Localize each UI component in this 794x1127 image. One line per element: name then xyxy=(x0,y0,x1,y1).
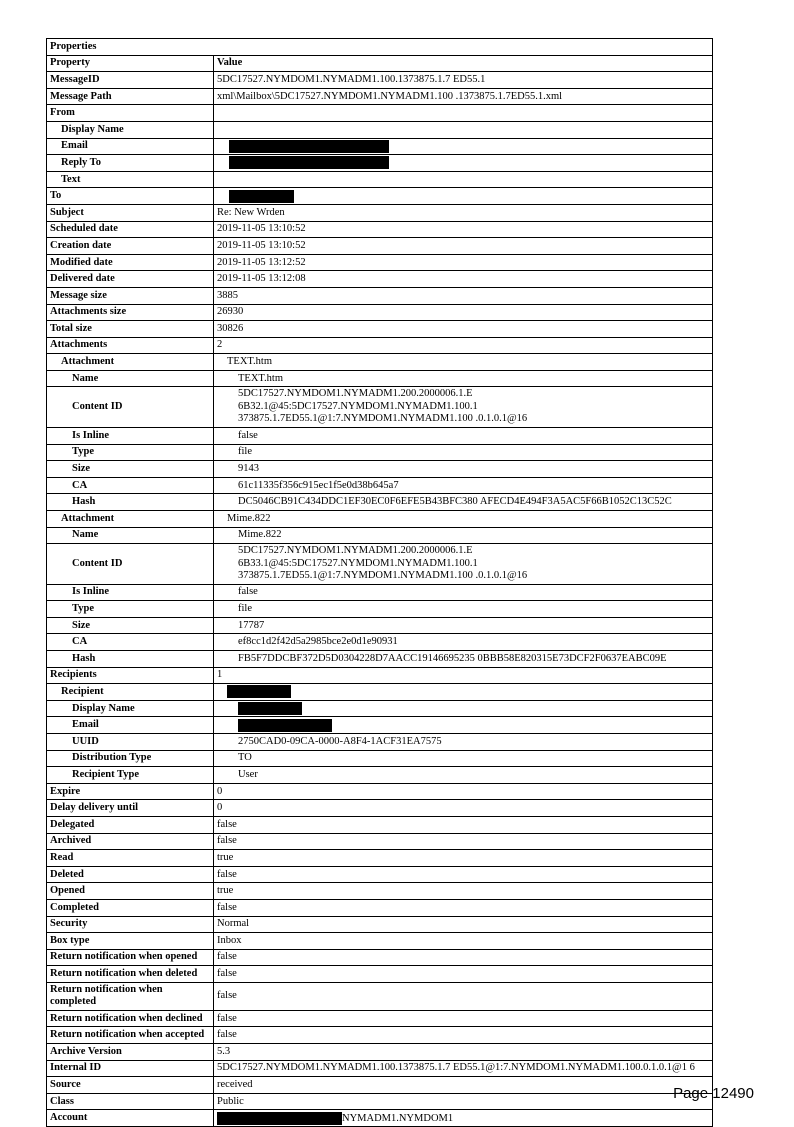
table-row xyxy=(47,584,713,601)
property-name: Type xyxy=(47,601,214,618)
property-value xyxy=(214,354,713,371)
property-value xyxy=(214,767,713,784)
table-row xyxy=(47,138,713,155)
table-row xyxy=(47,171,713,188)
table-row xyxy=(47,477,713,494)
property-name: Source xyxy=(47,1077,214,1094)
property-value xyxy=(214,1077,713,1094)
table-row xyxy=(47,105,713,122)
property-value xyxy=(214,933,713,950)
value-text: file xyxy=(238,446,252,458)
table-row xyxy=(47,700,713,717)
content-id-line: 373875.1.7ED55.1@1:7.NYMDOM1.NYMADM1.100 .0.1.0.1@16 xyxy=(238,413,528,425)
property-name: Size xyxy=(47,461,214,478)
redaction-bar xyxy=(227,685,291,698)
property-name: Size xyxy=(47,617,214,634)
table-row xyxy=(47,916,713,933)
table-title: Properties xyxy=(47,39,713,56)
property-value xyxy=(214,949,713,966)
property-name: Creation date xyxy=(47,238,214,255)
table-title-row xyxy=(47,39,713,56)
value-text: Public xyxy=(217,1095,244,1107)
table-row xyxy=(47,354,713,371)
property-name: CA xyxy=(47,477,214,494)
value-text: file xyxy=(238,603,252,615)
table-row xyxy=(47,1010,713,1027)
property-value xyxy=(214,833,713,850)
value-text: 2019-11-05 13:10:52 xyxy=(217,239,306,251)
redaction-bar xyxy=(229,140,389,153)
property-name: Completed xyxy=(47,899,214,916)
table-row xyxy=(47,238,713,255)
table-row xyxy=(47,88,713,105)
table-row xyxy=(47,883,713,900)
property-name: Is Inline xyxy=(47,584,214,601)
property-name: Delivered date xyxy=(47,271,214,288)
property-value xyxy=(214,477,713,494)
property-value xyxy=(214,1010,713,1027)
property-value xyxy=(214,601,713,618)
property-value xyxy=(214,651,713,668)
property-name: Security xyxy=(47,916,214,933)
property-name: Subject xyxy=(47,204,214,221)
value-text: 1 xyxy=(217,669,223,681)
property-name: Text xyxy=(47,171,214,188)
table-row xyxy=(47,800,713,817)
property-name: Archive Version xyxy=(47,1044,214,1061)
property-name: Content ID xyxy=(47,544,214,585)
property-name: Recipient Type xyxy=(47,767,214,784)
table-row xyxy=(47,949,713,966)
property-name: Box type xyxy=(47,933,214,950)
property-name: Is Inline xyxy=(47,427,214,444)
property-value xyxy=(214,750,713,767)
table-row xyxy=(47,767,713,784)
properties-table xyxy=(46,38,713,1127)
table-row xyxy=(47,121,713,138)
table-row xyxy=(47,254,713,271)
property-value xyxy=(214,72,713,89)
redaction-bar xyxy=(238,719,332,732)
value-text: 2 xyxy=(217,339,223,351)
value-text: Mime.822 xyxy=(227,512,271,524)
table-row xyxy=(47,188,713,205)
property-name: Reply To xyxy=(47,155,214,172)
value-text: 9143 xyxy=(238,462,259,474)
property-name: Expire xyxy=(47,783,214,800)
table-header-row xyxy=(47,55,713,72)
property-value xyxy=(214,883,713,900)
table-row xyxy=(47,667,713,684)
table-row xyxy=(47,833,713,850)
property-value xyxy=(214,427,713,444)
table-row xyxy=(47,866,713,883)
content-id-line: 373875.1.7ED55.1@1:7.NYMDOM1.NYMADM1.100 .0.1.0.1@16 xyxy=(238,570,528,582)
table-row xyxy=(47,271,713,288)
property-name: Return notification when declined xyxy=(47,1010,214,1027)
property-value xyxy=(214,138,713,155)
table-row xyxy=(47,1044,713,1061)
value-text: false xyxy=(217,868,237,880)
property-value xyxy=(214,444,713,461)
property-value xyxy=(214,204,713,221)
property-value xyxy=(214,717,713,734)
property-value xyxy=(214,304,713,321)
table-row xyxy=(47,527,713,544)
value-text: 61c11335f356c915ec1f5e0d38b645a7 xyxy=(238,479,399,491)
page-number: Page 12490 xyxy=(673,1085,754,1102)
property-value xyxy=(214,866,713,883)
property-value xyxy=(214,634,713,651)
table-row xyxy=(47,287,713,304)
property-name: Read xyxy=(47,850,214,867)
table-row xyxy=(47,72,713,89)
property-value xyxy=(214,105,713,122)
table-row xyxy=(47,494,713,511)
redaction-bar xyxy=(229,190,294,203)
table-row xyxy=(47,601,713,618)
property-name: Recipients xyxy=(47,667,214,684)
property-name: Email xyxy=(47,138,214,155)
value-text: false xyxy=(217,990,237,1002)
value-text: Normal xyxy=(217,918,250,930)
value-text: false xyxy=(217,818,237,830)
property-value xyxy=(214,88,713,105)
property-name: Modified date xyxy=(47,254,214,271)
property-value xyxy=(214,527,713,544)
value-text: ef8cc1d2f42d5a2985bce2e0d1e90931 xyxy=(238,636,398,648)
value-text: 17787 xyxy=(238,619,265,631)
table-row xyxy=(47,387,713,428)
property-name: Name xyxy=(47,370,214,387)
value-text: TO xyxy=(238,752,252,764)
property-value xyxy=(214,783,713,800)
property-name: Return notification when opened xyxy=(47,949,214,966)
column-header-property: Property xyxy=(47,55,214,72)
value-text: 5DC17527.NYMDOM1.NYMADM1.100.1373875.1.7 ED55.1@1:7.NYMDOM1.NYMADM1.100.0.1.0.1@1 6 xyxy=(217,1062,695,1074)
property-name: To xyxy=(47,188,214,205)
value-text: 2750CAD0-09CA-0000-A8F4-1ACF31EA7575 xyxy=(238,735,442,747)
property-name: UUID xyxy=(47,733,214,750)
table-row xyxy=(47,783,713,800)
table-row xyxy=(47,1077,713,1094)
property-name: Content ID xyxy=(47,387,214,428)
table-row xyxy=(47,155,713,172)
table-row xyxy=(47,321,713,338)
table-row xyxy=(47,634,713,651)
value-text: 2019-11-05 13:12:08 xyxy=(217,273,306,285)
table-row xyxy=(47,982,713,1010)
property-value xyxy=(214,667,713,684)
property-value xyxy=(214,287,713,304)
property-value xyxy=(214,370,713,387)
property-value xyxy=(214,510,713,527)
property-name: Opened xyxy=(47,883,214,900)
property-name: MessageID xyxy=(47,72,214,89)
table-row xyxy=(47,1027,713,1044)
value-text: false xyxy=(217,1029,237,1041)
property-name: Type xyxy=(47,444,214,461)
property-value xyxy=(214,544,713,585)
value-text: false xyxy=(217,835,237,847)
value-text: false xyxy=(238,586,258,598)
table-row xyxy=(47,933,713,950)
property-name: Attachment xyxy=(47,354,214,371)
value-text: FB5F7DDCBF372D5D0304228D7AACC19146695235 0BBB58E820315E73DCF2F0637EABC09E xyxy=(238,652,667,664)
property-value xyxy=(214,321,713,338)
table-row xyxy=(47,204,713,221)
table-row xyxy=(47,1110,713,1127)
value-text: 3885 xyxy=(217,289,238,301)
value-text: false xyxy=(217,968,237,980)
value-text: NYMADM1.NYMDOM1 xyxy=(342,1112,454,1124)
property-value xyxy=(214,816,713,833)
property-name: Distribution Type xyxy=(47,750,214,767)
value-text: 0 xyxy=(217,802,223,814)
property-name: Hash xyxy=(47,651,214,668)
property-name: Attachments size xyxy=(47,304,214,321)
value-text: false xyxy=(217,951,237,963)
table-row xyxy=(47,617,713,634)
content-id-line: 5DC17527.NYMDOM1.NYMADM1.200.2000006.1.E xyxy=(238,388,473,400)
property-value xyxy=(214,733,713,750)
property-name: Deleted xyxy=(47,866,214,883)
property-name: Display Name xyxy=(47,700,214,717)
value-text: true xyxy=(217,885,234,897)
value-text: false xyxy=(238,429,258,441)
properties-document xyxy=(46,38,712,1127)
property-name: Email xyxy=(47,717,214,734)
property-name: Scheduled date xyxy=(47,221,214,238)
value-text: Re: New Wrden xyxy=(217,206,285,218)
property-value xyxy=(214,271,713,288)
property-value xyxy=(214,238,713,255)
property-value xyxy=(214,966,713,983)
value-text: Inbox xyxy=(217,934,242,946)
table-row xyxy=(47,370,713,387)
table-row xyxy=(47,966,713,983)
value-text: false xyxy=(217,901,237,913)
value-text: 26930 xyxy=(217,306,244,318)
property-name: Internal ID xyxy=(47,1060,214,1077)
property-name: Total size xyxy=(47,321,214,338)
property-name: Attachment xyxy=(47,510,214,527)
table-row xyxy=(47,1060,713,1077)
column-header-value: Value xyxy=(214,55,713,72)
table-row xyxy=(47,510,713,527)
property-value xyxy=(214,916,713,933)
value-text: TEXT.htm xyxy=(238,372,284,384)
property-value xyxy=(214,387,713,428)
property-name: Class xyxy=(47,1093,214,1110)
table-row xyxy=(47,850,713,867)
value-text: received xyxy=(217,1079,253,1091)
property-value xyxy=(214,850,713,867)
property-value xyxy=(214,254,713,271)
property-name: Message Path xyxy=(47,88,214,105)
table-row xyxy=(47,444,713,461)
property-value xyxy=(214,221,713,238)
property-value xyxy=(214,899,713,916)
property-name: Recipient xyxy=(47,684,214,701)
property-name: Display Name xyxy=(47,121,214,138)
table-row xyxy=(47,427,713,444)
table-row xyxy=(47,221,713,238)
table-row xyxy=(47,651,713,668)
value-text: true xyxy=(217,851,234,863)
property-value xyxy=(214,617,713,634)
property-name: Return notification when accepted xyxy=(47,1027,214,1044)
property-value xyxy=(214,155,713,172)
property-value xyxy=(214,171,713,188)
property-name: Message size xyxy=(47,287,214,304)
value-text: 2019-11-05 13:12:52 xyxy=(217,256,306,268)
value-text: 0 xyxy=(217,785,223,797)
property-name: CA xyxy=(47,634,214,651)
property-name: Name xyxy=(47,527,214,544)
content-id-line: 6B32.1@45:5DC17527.NYMDOM1.NYMADM1.100.1 xyxy=(238,400,478,412)
value-text: User xyxy=(238,768,258,780)
property-value xyxy=(214,188,713,205)
property-name: Account xyxy=(47,1110,214,1127)
property-value xyxy=(214,494,713,511)
value-text: false xyxy=(217,1012,237,1024)
table-row xyxy=(47,816,713,833)
table-row xyxy=(47,750,713,767)
table-row xyxy=(47,337,713,354)
table-row xyxy=(47,1093,713,1110)
content-id-line: 6B33.1@45:5DC17527.NYMDOM1.NYMADM1.100.1 xyxy=(238,557,478,569)
value-text: DC5046CB91C434DDC1EF30EC0F6EFE5B43BFC380 AFECD4E494F3A5AC5F66B1052C13C52C xyxy=(238,496,672,508)
property-name: Archived xyxy=(47,833,214,850)
property-name: Attachments xyxy=(47,337,214,354)
property-value xyxy=(214,684,713,701)
table-row xyxy=(47,461,713,478)
property-value xyxy=(214,584,713,601)
property-value xyxy=(214,800,713,817)
property-value xyxy=(214,1110,713,1127)
value-text: TEXT.htm xyxy=(227,356,273,368)
property-value xyxy=(214,461,713,478)
table-row xyxy=(47,304,713,321)
property-value xyxy=(214,1044,713,1061)
property-name: Return notification when deleted xyxy=(47,966,214,983)
property-value xyxy=(214,1060,713,1077)
content-id-line: 5DC17527.NYMDOM1.NYMADM1.200.2000006.1.E xyxy=(238,545,473,557)
property-name: Delay delivery until xyxy=(47,800,214,817)
redaction-bar xyxy=(229,156,389,169)
redaction-bar xyxy=(238,702,302,715)
value-text: 5.3 xyxy=(217,1045,231,1057)
table-row xyxy=(47,717,713,734)
property-value xyxy=(214,1093,713,1110)
property-name: Delegated xyxy=(47,816,214,833)
property-name: Hash xyxy=(47,494,214,511)
table-row xyxy=(47,544,713,585)
table-row xyxy=(47,899,713,916)
property-value xyxy=(214,1027,713,1044)
value-text: 2019-11-05 13:10:52 xyxy=(217,223,306,235)
property-value xyxy=(214,337,713,354)
property-value xyxy=(214,121,713,138)
value-text: Mime.822 xyxy=(238,529,282,541)
table-row xyxy=(47,684,713,701)
property-name: From xyxy=(47,105,214,122)
property-value xyxy=(214,700,713,717)
value-text: 30826 xyxy=(217,322,244,334)
property-value xyxy=(214,982,713,1010)
value-text: 5DC17527.NYMDOM1.NYMADM1.100.1373875.1.7 ED55.1 xyxy=(217,73,486,85)
table-row xyxy=(47,733,713,750)
property-name: Return notification when completed xyxy=(47,982,214,1010)
value-text: xml\Mailbox\5DC17527.NYMDOM1.NYMADM1.100 .1373875.1.7ED55.1.xml xyxy=(217,90,563,102)
